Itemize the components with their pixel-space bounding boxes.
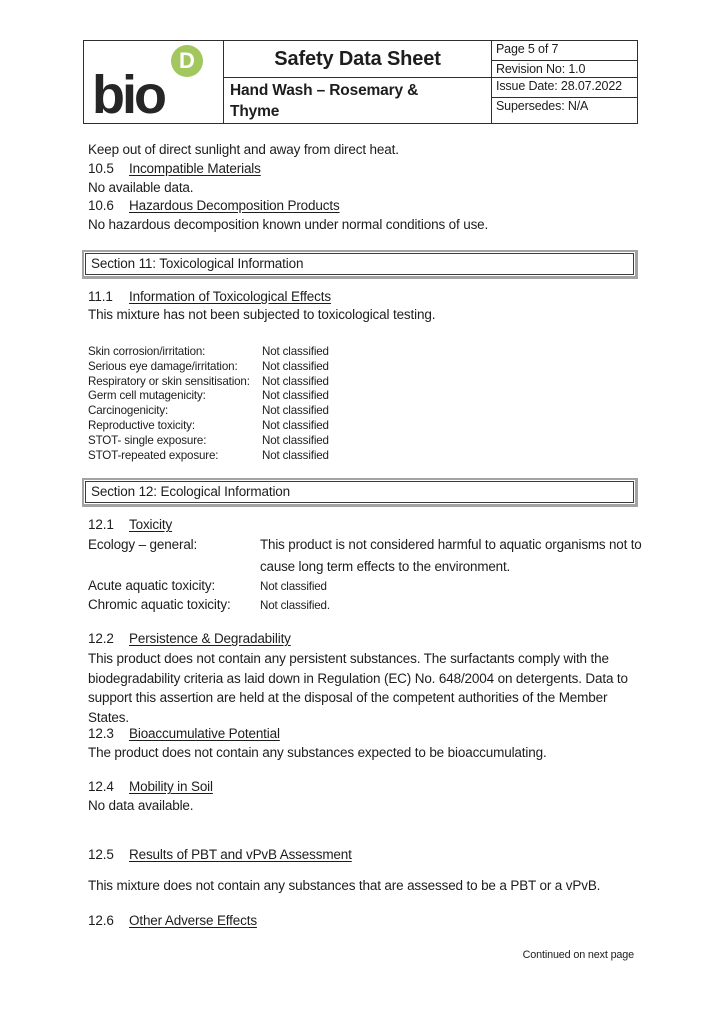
header-meta-cell xyxy=(492,41,637,123)
heading-11-1 xyxy=(88,287,638,306)
eco-value: This product is not considered harmful to aquatic organisms not to cause long term effects to the environment. xyxy=(260,537,642,574)
tox-label: Skin corrosion/irritation: xyxy=(88,345,206,358)
tox-label: STOT-repeated exposure: xyxy=(88,448,219,462)
product-name: Hand Wash – Rosemary & Thyme xyxy=(230,82,419,120)
continued-note: Continued on next page xyxy=(522,949,634,961)
heading-number: 10.5 xyxy=(88,161,114,176)
heading-number: 12.1 xyxy=(88,517,114,532)
supersedes: Supersedes: N/A xyxy=(496,99,589,113)
heading-number: 12.5 xyxy=(88,847,114,862)
section-11-title: Section 11: Toxicological Information xyxy=(85,253,634,275)
heading-title: Bioaccumulative Potential xyxy=(129,726,280,741)
section-12-title: Section 12: Ecological Information xyxy=(85,481,634,503)
heading-12-4 xyxy=(88,777,638,796)
heading-title: Incompatible Materials xyxy=(129,161,261,176)
logo-d-badge-icon: D xyxy=(171,45,203,77)
tox-value: Not classified xyxy=(262,345,329,358)
heading-number: 12.3 xyxy=(88,726,114,741)
tox-value: Not classified xyxy=(262,374,329,388)
table-row xyxy=(88,360,638,375)
section-11-bar xyxy=(82,250,638,279)
table-row xyxy=(88,345,638,360)
page-number: Page 5 of 7 xyxy=(492,41,637,61)
table-row xyxy=(88,449,638,464)
table-row xyxy=(88,419,638,434)
heading-number: 12.4 xyxy=(88,779,114,794)
heading-title: Other Adverse Effects xyxy=(129,913,257,928)
heading-10-5 xyxy=(88,159,638,178)
heading-title: Results of PBT and vPvB Assessment xyxy=(129,847,352,862)
tox-label: Reproductive toxicity: xyxy=(88,418,195,432)
paragraph-11-1: This mixture has not been subjected to toxicological testing. xyxy=(88,307,436,322)
logo-text: bio xyxy=(92,64,164,125)
heading-12-2 xyxy=(88,629,638,648)
heading-title: Persistence & Degradability xyxy=(129,631,291,646)
eco-label: Acute aquatic toxicity: xyxy=(88,578,216,593)
ecology-row xyxy=(88,534,648,578)
paragraph-12-2: This product does not contain any persistent substances. The surfactants comply with the biodegradability criteria as laid down in Regulation (EC) No. 648/2004 on detergents. Data to support this assertion are held at the disposal of the competent authorities of the Member States. xyxy=(88,651,628,725)
header-table xyxy=(83,40,638,124)
table-row xyxy=(88,389,638,404)
header-title-cell xyxy=(224,41,492,123)
heading-10-6 xyxy=(88,196,638,215)
tox-value: Not classified xyxy=(262,433,329,447)
section-12-bar xyxy=(82,478,638,507)
tox-label: Respiratory or skin sensitisation: xyxy=(88,374,250,388)
heading-number: 10.6 xyxy=(88,198,114,213)
heading-title: Hazardous Decomposition Products xyxy=(129,198,340,213)
table-row xyxy=(88,404,638,419)
tox-value: Not classified xyxy=(262,359,329,373)
toxicology-table xyxy=(88,345,638,463)
ecology-row xyxy=(88,594,648,616)
eco-value: Not classified. xyxy=(260,599,330,612)
revision-number: Revision No: 1.0 xyxy=(492,61,637,78)
tox-label: Germ cell mutagenicity: xyxy=(88,389,206,403)
paragraph-10-6: No hazardous decomposition known under normal conditions of use. xyxy=(88,217,489,232)
storage-note: Keep out of direct sunlight and away from direct heat. xyxy=(88,142,399,157)
tox-value: Not classified xyxy=(262,448,329,462)
tox-value: Not classified xyxy=(262,418,329,432)
heading-number: 12.2 xyxy=(88,631,114,646)
paragraph-12-4: No data available. xyxy=(88,798,194,813)
paragraph-12-3: The product does not contain any substances expected to be bioaccumulating. xyxy=(88,745,547,760)
bio-d-logo xyxy=(84,41,224,123)
tox-label: Carcinogenicity: xyxy=(88,404,169,418)
heading-12-1 xyxy=(88,515,638,534)
tox-value: Not classified xyxy=(262,404,329,418)
eco-label: Ecology – general: xyxy=(88,537,198,552)
paragraph-12-5: This mixture does not contain any substances that are assessed to be a PBT or a vPvB. xyxy=(88,878,601,893)
tox-value: Not classified xyxy=(262,389,329,403)
tox-label: Serious eye damage/irritation: xyxy=(88,359,238,373)
heading-title: Toxicity xyxy=(129,517,173,532)
eco-label: Chromic aquatic toxicity: xyxy=(88,597,231,612)
tox-label: STOT- single exposure: xyxy=(88,433,207,447)
heading-12-5 xyxy=(88,845,638,864)
heading-12-3 xyxy=(88,724,638,743)
heading-title: Information of Toxicological Effects xyxy=(129,289,331,304)
table-row xyxy=(88,434,638,449)
paragraph-10-5: No available data. xyxy=(88,180,194,195)
table-row xyxy=(88,375,638,390)
heading-number: 12.6 xyxy=(88,913,114,928)
eco-value: Not classified xyxy=(260,580,327,593)
issue-date: Issue Date: 28.07.2022 xyxy=(492,78,637,98)
document-title: Safety Data Sheet xyxy=(224,41,491,78)
heading-number: 11.1 xyxy=(88,289,113,304)
heading-12-6 xyxy=(88,911,638,930)
heading-title: Mobility in Soil xyxy=(129,779,213,794)
